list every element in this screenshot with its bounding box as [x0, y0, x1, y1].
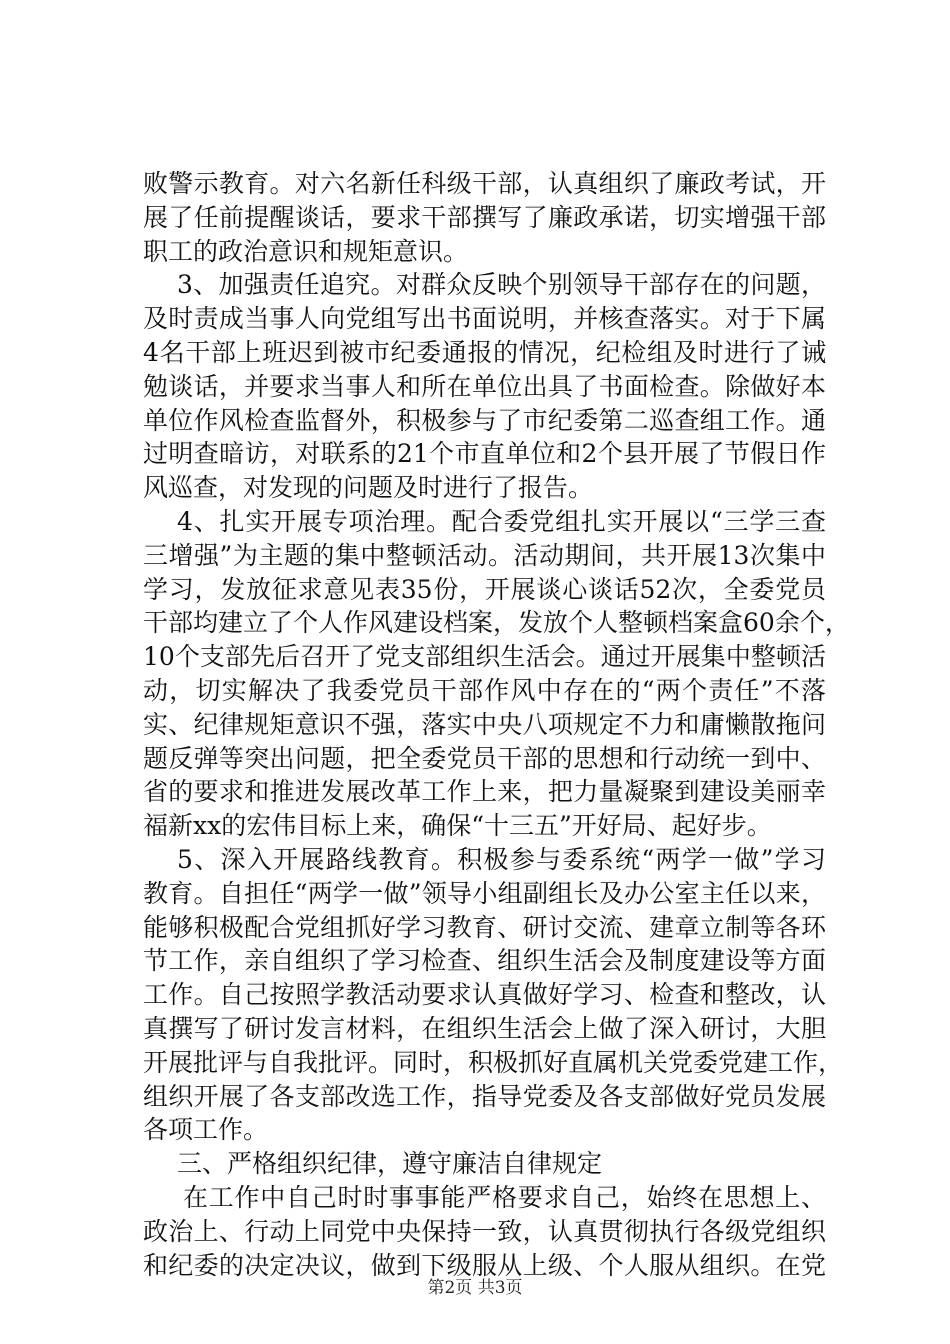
text-line: 政治上、行动上同党中央保持一致，认真贯彻执行各级党组织	[143, 1216, 826, 1246]
section-heading: 三、严格组织纪律，遵守廉洁自律规定	[177, 1149, 603, 1179]
text-line: 题反弹等突出问题，把全委党员干部的思想和行动统一到中、	[143, 743, 826, 773]
text-line: 福新xx的宏伟目标上来，确保“十三五”开好局、起好步。	[143, 811, 772, 841]
text-line: 4名干部上班迟到被市纪委通报的情况，纪检组及时进行了诫	[143, 337, 826, 367]
text-line: 风巡查，对发现的问题及时进行了报告。	[143, 473, 594, 503]
text-line: 实、纪律规矩意识不强，落实中央八项规定不力和庸懒散拖问	[143, 709, 826, 739]
paragraph-start-line: 3、加强责任追究。对群众反映个别领导干部存在的问题，	[177, 270, 826, 300]
text-line: 学习，发放征求意见表35份，开展谈心谈话52次，全委党员	[143, 574, 826, 604]
paragraph-start-line: 5、深入开展路线教育。积极参与委系统“两学一做”学习	[177, 844, 826, 874]
text-line: 省的要求和推进发展改革工作上来，把力量凝聚到建设美丽幸	[143, 777, 826, 807]
text-line: 干部均建立了个人作风建设档案，发放个人整顿档案盒60余个，	[143, 608, 850, 638]
text-line: 能够积极配合党组抓好学习教育、研讨交流、建章立制等各环	[143, 912, 826, 942]
text-line: 节工作，亲自组织了学习检查、组织生活会及制度建设等方面	[143, 946, 826, 976]
page-footer: 第2页 共3页	[427, 1278, 523, 1298]
text-line: 各项工作。	[143, 1115, 269, 1145]
text-line: 勉谈话，并要求当事人和所在单位出具了书面检查。除做好本	[143, 371, 826, 401]
text-line: 及时责成当事人向党组写出书面说明，并核查落实。对于下属	[143, 304, 826, 334]
text-line: 和纪委的决定决议，做到下级服从上级、个人服从组织。在党	[143, 1250, 826, 1280]
text-line: 单位作风检查监督外，积极参与了市纪委第二巡查组工作。通	[143, 405, 826, 435]
text-line: 组织开展了各支部改选工作，指导党委及各支部做好党员发展	[143, 1081, 826, 1111]
text-line: 三增强”为主题的集中整顿活动。活动期间，共开展13次集中	[143, 540, 826, 570]
text-line: 过明查暗访，对联系的21个市直单位和2个县开展了节假日作	[143, 439, 826, 469]
body-text	[143, 167, 850, 1282]
text-line: 10个支部先后召开了党支部组织生活会。通过开展集中整顿活	[143, 642, 826, 672]
paragraph-start-line: 4、扎实开展专项治理。配合委党组扎实开展以“三学三查	[177, 506, 826, 536]
text-line: 教育。自担任“两学一做”领导小组副组长及办公室主任以来，	[143, 878, 826, 908]
text-line: 职工的政治意识和规矩意识。	[143, 236, 469, 266]
text-line: 工作。自己按照学教活动要求认真做好学习、检查和整改，认	[143, 980, 826, 1010]
text-line: 败警示教育。对六名新任科级干部，认真组织了廉政考试，开	[143, 169, 826, 198]
text-line: 真撰写了研讨发言材料，在组织生活会上做了深入研讨，大胆	[143, 1013, 826, 1043]
text-line: 动，切实解决了我委党员干部作风中存在的“两个责任”不落	[143, 675, 826, 705]
text-line: 展了任前提醒谈话，要求干部撰写了廉政承诺，切实增强干部	[143, 202, 826, 232]
text-line: 开展批评与自我批评。同时，积极抓好直属机关党委党建工作，	[143, 1047, 844, 1077]
paragraph-start-line: 在工作中自己时时事事能严格要求自己，始终在思想上、	[183, 1182, 826, 1212]
